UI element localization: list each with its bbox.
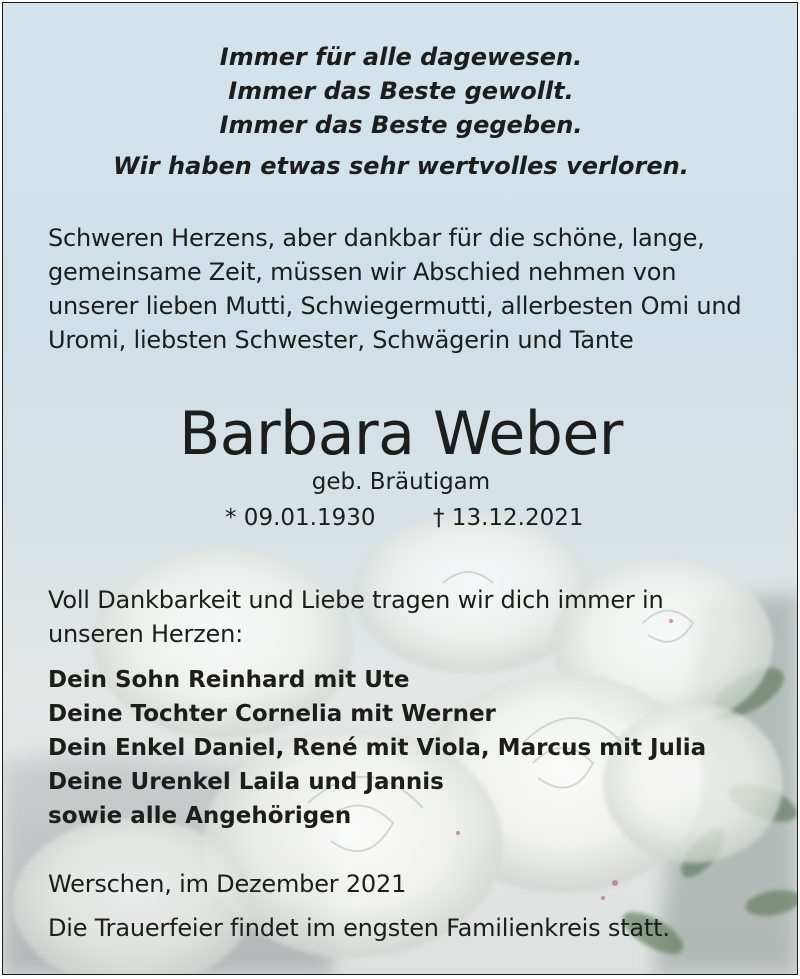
obituary-card: [2, 2, 798, 975]
gratitude-text-line: unseren Herzen:: [48, 620, 243, 648]
birth-name: geb. Bräutigam: [311, 469, 491, 495]
death-date: † 13.12.2021: [433, 505, 584, 531]
motto-line: Immer das Beste gegeben.: [219, 111, 583, 139]
place-and-date: Werschen, im Dezember 2021: [48, 870, 407, 898]
family-member-line: Deine Tochter Cornelia mit Werner: [48, 701, 496, 727]
deceased-name: Barbara Weber: [179, 399, 623, 469]
family-member-line: Deine Urenkel Laila und Jannis: [48, 769, 444, 795]
family-member-line: sowie alle Angehörigen: [48, 803, 352, 829]
intro-text-line: unserer lieben Mutti, Schwiegermutti, allerbesten Omi und: [48, 292, 742, 320]
intro-text-line: gemeinsame Zeit, müssen wir Abschied nehmen von: [48, 258, 677, 286]
funeral-note: Die Trauerfeier findet im engsten Familienkreis statt.: [48, 914, 670, 942]
motto-line: Immer für alle dagewesen.: [219, 43, 583, 71]
family-member-line: Dein Enkel Daniel, René mit Viola, Marcus mit Julia: [48, 735, 707, 761]
intro-text-line: Schweren Herzens, aber dankbar für die schöne, lange,: [48, 224, 705, 252]
intro-text-line: Uromi, liebsten Schwester, Schwägerin und Tante: [48, 326, 634, 354]
motto-line: Wir haben etwas sehr wertvolles verloren.: [113, 152, 689, 180]
gratitude-text-line: Voll Dankbarkeit und Liebe tragen wir dich immer in: [48, 586, 664, 614]
motto-line: Immer das Beste gewollt.: [228, 77, 574, 105]
family-member-line: Dein Sohn Reinhard mit Ute: [48, 667, 410, 693]
birth-date: * 09.01.1930: [225, 505, 376, 531]
